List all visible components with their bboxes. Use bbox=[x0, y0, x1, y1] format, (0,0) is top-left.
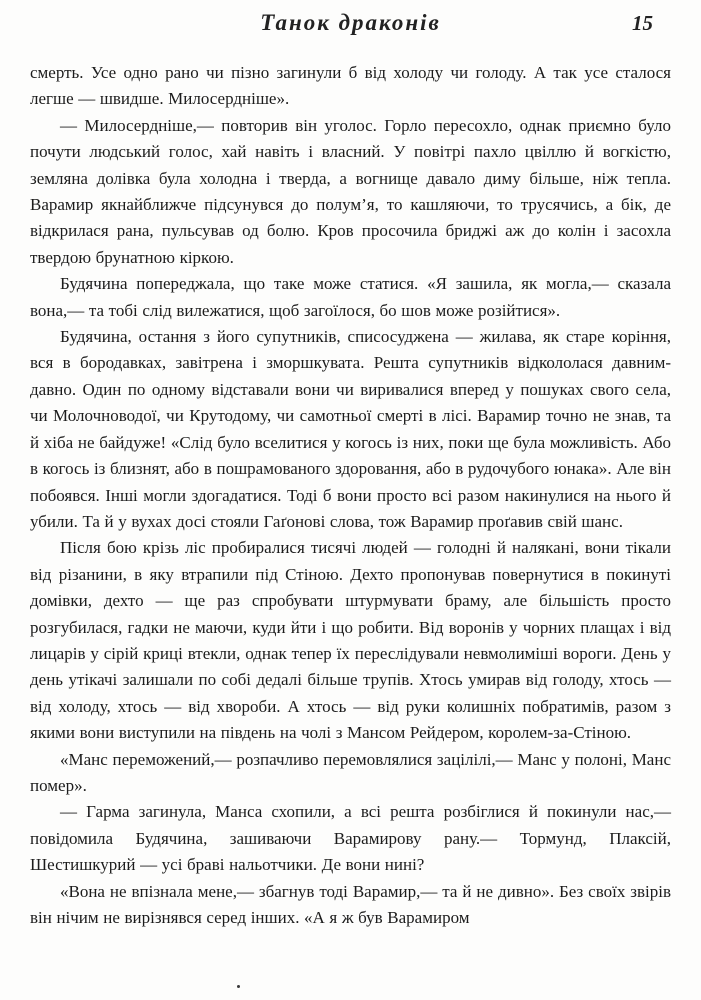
running-title: Танок драконів bbox=[260, 10, 441, 35]
paragraph: «Манс переможений,— розпачливо перемовлялися зацілілі,— Манс у полоні, Манс помер». bbox=[30, 749, 671, 795]
paragraph: — Гарма загинула, Манса схопили, а всі решта розбіглися й покинули нас,— повідомила Будячина, зашиваючи Варамирову рану.— Тормунд, Плаксій, Шестишкурий — усі браві нальотчики. Де вони нині? bbox=[30, 802, 671, 875]
paragraph: Будячина, остання з його супутників, списосуджена — жилава, як старе коріння, вся в бородавках, завітрена і зморшкувата. Решта супутників відкололася давним-давно. Один по одному відставали вони чи виривалися вперед у пошуках свого села, чи Молочноводої, чи Крутодому, чи самотньої смерті в лісі. Варамир точно не знав, та й хіба не байдуже! «Слід було вселитися у когось із них, поки ще була можливість. Або в когось із близнят, або в пошрамованого здоровання, або в рудочубого юнака». Але він побоявся. Інші могли здогадатися. Тоді б вони просто всі разом накинулися на нього й убили. Та й у вухах досі стояли Гаґонові слова, тож Варамир проґавив свій шанс. bbox=[30, 327, 671, 531]
paragraph: Після бою крізь ліс пробиралися тисячі людей — голодні й налякані, вони тікали від різанини, в яку втрапили під Стіною. Дехто пропонував повернутися в покинуті домівки, дехто — ще раз спробувати штурмувати браму, але більшість просто розгубилася, гадки не маючи, куди йти і що робити. Від воронів у чорних плащах і від лицарів у сірій криці втекли, однак тепер їх переслідували невмолиміші вороги. День у день утікачі залишали по собі дедалі більше трупів. Хтось умирав від голоду, хтось — від холоду, хтось — від хвороби. А хтось — від руки колишніх побратимів, разом з якими вони виступили на південь на чолі з Мансом Рейдером, королем-за-Стіною. bbox=[30, 538, 671, 743]
paragraph-continuation: смерть. Усе одно рано чи пізно загинули б від холоду чи голоду. А так усе сталося легше — швидше. Милосердніше». bbox=[30, 63, 671, 109]
paragraph: «Вона не впізнала мене,— збагнув тоді Варамир,— та й не дивно». Без своїх звірів він нічим не вирізнявся серед інших. «А я ж був Варамиром bbox=[30, 881, 671, 927]
print-artifact-dot bbox=[237, 985, 240, 988]
page-number: 15 bbox=[632, 11, 653, 35]
body-text bbox=[30, 60, 671, 931]
paragraph: Будячина попереджала, що таке може статися. «Я зашила, як могла,— сказала вона,— та тобі слід вилежатися, щоб загоїлося, бо шов може розійтися». bbox=[30, 274, 671, 320]
paragraph: — Милосердніше,— повторив він уголос. Горло пересохло, однак приємно було почути людський голос, хай навіть і власний. У повітрі пахло цвіллю й вогкістю, земляна долівка була холодна і тверда, а вогнище давало диму більше, ніж тепла. Варамир якнайближче підсунувся до полум’я, то кашляючи, то трусячись, а бік, де відкрилася рана, пульсував од болю. Кров просочила бриджі аж до колін і засохла твердою брунатною кіркою. bbox=[30, 115, 671, 267]
page-header bbox=[30, 8, 671, 38]
